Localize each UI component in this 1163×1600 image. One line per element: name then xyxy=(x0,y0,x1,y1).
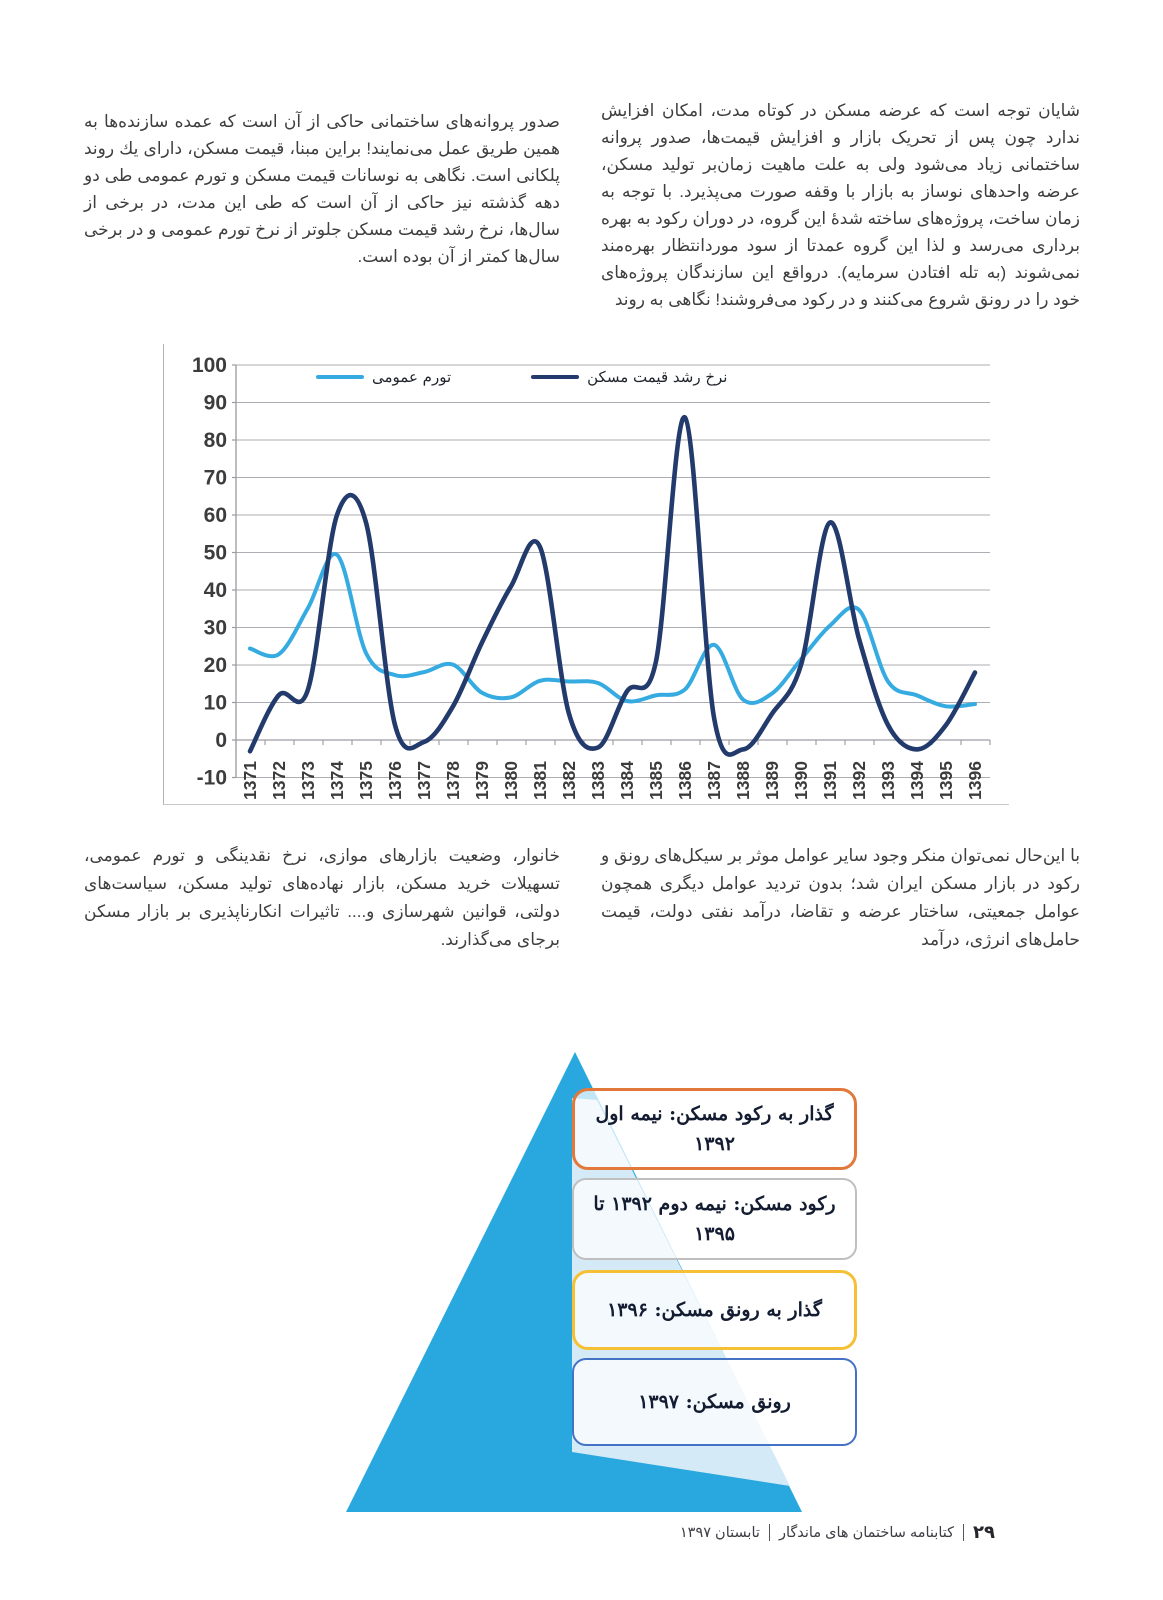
stage-box-recession: رکود مسکن: نیمه دوم ۱۳۹۲ تا ۱۳۹۵ xyxy=(572,1178,857,1260)
svg-text:1390: 1390 xyxy=(791,761,811,800)
svg-text:1393: 1393 xyxy=(878,761,898,800)
svg-text:1387: 1387 xyxy=(704,761,724,800)
inflation-legend-swatch xyxy=(316,375,364,379)
svg-text:30: 30 xyxy=(203,616,227,640)
svg-text:1388: 1388 xyxy=(733,761,753,800)
svg-text:1375: 1375 xyxy=(356,761,376,800)
footer-divider xyxy=(963,1524,964,1541)
svg-text:1373: 1373 xyxy=(298,761,318,800)
intro-paragraph-left: صدور پروانه‌های ساختمانی حاکی از آن است که عمده سازنده‌ها به همین طریق عمل می‌نمایند! براین مبنا، قیمت مسکن، دارای یك روند پلکانی است. نگاهی به نوسانات قیمت مسکن و تورم عمومی طی دو دهه گذشته نیز حاکی از آن است که طی این مدت، در برخی از سال‌ها، نرخ رشد قیمت مسکن جلوتر از نرخ تورم عمومی و در برخی سال‌ها کمتر از آن بوده است. xyxy=(84,112,560,266)
svg-text:80: 80 xyxy=(203,429,227,452)
svg-text:90: 90 xyxy=(203,391,227,415)
footer-divider xyxy=(769,1524,770,1541)
line-chart xyxy=(163,344,1009,805)
svg-text:1389: 1389 xyxy=(762,761,782,800)
svg-text:10: 10 xyxy=(203,691,227,715)
chart-canvas xyxy=(164,344,1009,804)
stage-box-boom: رونق مسکن: ۱۳۹۷ xyxy=(572,1358,857,1446)
svg-text:1378: 1378 xyxy=(443,761,463,800)
svg-text:40: 40 xyxy=(203,579,227,602)
stage-box-boom-transition: گذار به رونق مسکن: ۱۳۹۶ xyxy=(572,1270,857,1350)
svg-text:1383: 1383 xyxy=(588,761,608,800)
page-number: ۲۹ xyxy=(973,1522,995,1542)
stage-box-recession-transition: گذار به رکود مسکن: نیمه اول ۱۳۹۲ xyxy=(572,1088,857,1170)
svg-text:1385: 1385 xyxy=(646,761,666,800)
svg-text:1374: 1374 xyxy=(327,761,347,800)
svg-text:1380: 1380 xyxy=(501,761,521,800)
analysis-paragraph-left: خانوار، وضعیت بازارهای موازی، نرخ نقدینگی و تورم عمومی، تسهیلات خرید مسکن، بازار نهاده‌های تولید مسکن، سیاست‌های دولتی، قوانین شهرسازی و.... تاثیرات انکارناپذیری بر بازار مسکن برجای می‌گذارند. xyxy=(84,846,560,949)
svg-text:1377: 1377 xyxy=(414,761,434,800)
svg-text:1394: 1394 xyxy=(907,761,927,800)
housing-price-legend-label: نرخ رشد قیمت مسکن xyxy=(587,368,728,386)
svg-text:1382: 1382 xyxy=(559,761,579,800)
svg-text:70: 70 xyxy=(203,466,227,490)
svg-text:1376: 1376 xyxy=(385,761,405,800)
svg-text:1392: 1392 xyxy=(849,761,869,800)
svg-text:1386: 1386 xyxy=(675,761,695,800)
intro-paragraph-right: شایان توجه است که عرضه مسکن در کوتاه مدت، امکان افزایش ندارد چون پس از تحریک بازار و افزایش قیمت‌ها، صدور پروانه ساختمانی زیاد می‌شود ولی به علت ماهیت زمان‌بر تولید مسکن، عرضه واحدهای نوساز به بازار با وقفه صورت می‌پذیرد. با توجه به زمان ساخت، پروژه‌های ساخته شدهٔ این گروه، در دوران رکود به بهره برداری می‌رسد و لذا این گروه عمدتا از سود موردانتظار بهره‌مند نمی‌شوند (به تله افتادن سرمایه). درواقع این سازندگان پروژه‌های خود را در رونق شروع می‌کنند و در رکود می‌فروشند! نگاهی به روند xyxy=(601,101,1080,309)
svg-text:1384: 1384 xyxy=(617,761,637,800)
svg-text:1391: 1391 xyxy=(820,761,840,800)
analysis-paragraph-right: با این‌حال نمی‌توان منکر وجود سایر عوامل موثر بر سیکل‌های رونق و رکود در بازار مسکن ایران شد؛ بدون تردید عوامل دیگری همچون عوامل جمعیتی، ساختار عرضه و تقاضا، درآمد نفتی دولت، قیمت حامل‌های انرژی، درآمد xyxy=(601,846,1080,949)
svg-text:1396: 1396 xyxy=(965,761,985,800)
housing-price-legend-swatch xyxy=(531,375,579,379)
svg-text:100: 100 xyxy=(191,354,227,377)
issue-season: تابستان ۱۳۹۷ xyxy=(679,1524,760,1541)
page-footer xyxy=(680,1522,995,1543)
svg-text:-10: -10 xyxy=(196,766,227,790)
inflation-legend-label: تورم عمومی xyxy=(372,368,452,386)
svg-text:60: 60 xyxy=(203,504,227,527)
svg-text:1381: 1381 xyxy=(530,761,550,800)
svg-text:1379: 1379 xyxy=(472,761,492,800)
svg-text:20: 20 xyxy=(203,654,227,677)
publication-title: کتابنامه ساختمان های ماندگار xyxy=(778,1524,955,1541)
svg-text:1372: 1372 xyxy=(269,761,289,800)
svg-text:0: 0 xyxy=(215,729,227,752)
svg-text:1395: 1395 xyxy=(936,761,956,800)
chart-legend xyxy=(316,368,737,386)
svg-text:1371: 1371 xyxy=(240,761,260,800)
svg-text:50: 50 xyxy=(203,541,227,565)
